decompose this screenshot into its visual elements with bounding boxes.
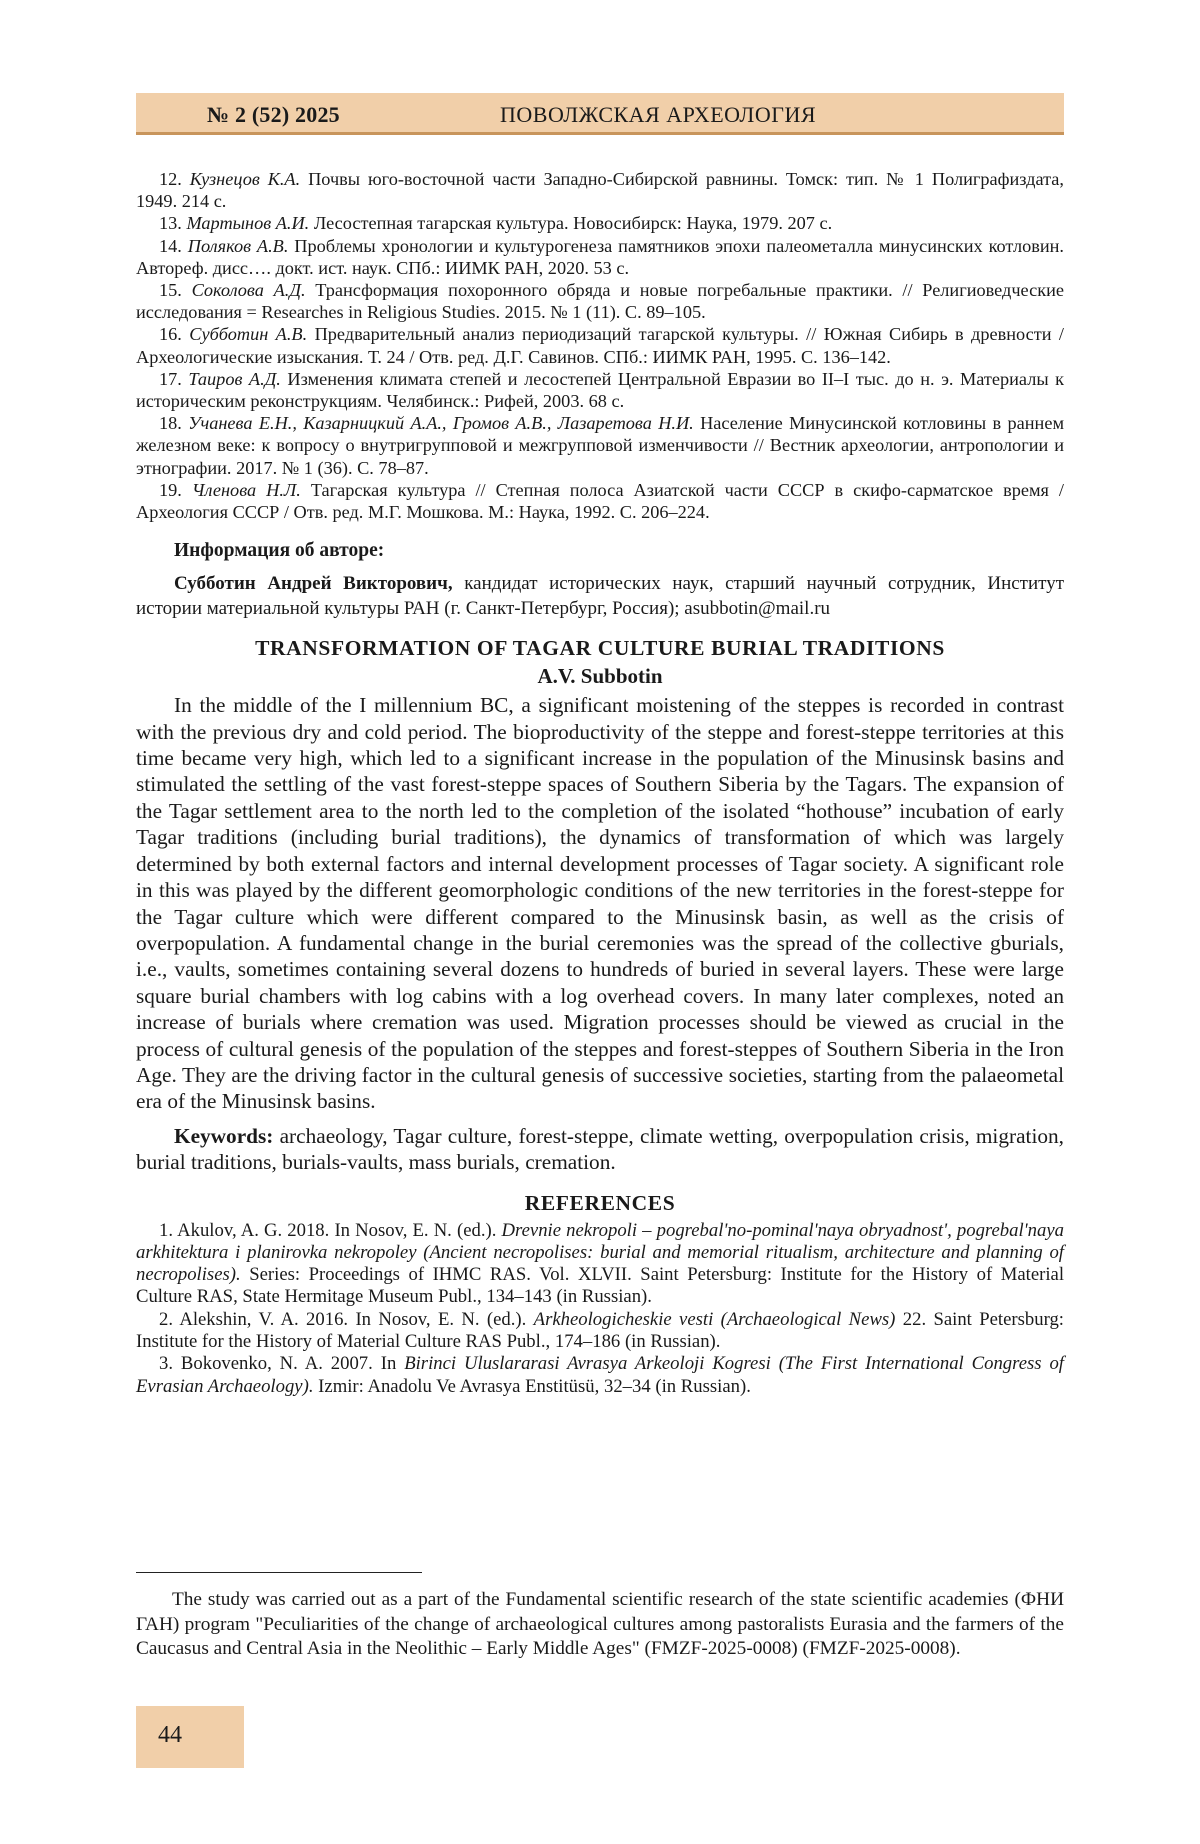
issue-number: № 2 (52) 2025 [207,102,340,127]
reference-item: 12. Кузнецов К.А. Почвы юго-восточной части Западно-Сибирской равнины. Томск: тип. № 1 Полиграфиздата, 1949. 214 с. [136,169,1064,212]
reference-item: 17. Таиров А.Д. Изменения климата степей и лесостепей Центральной Евразии во II–I тыс. до н. э. Материалы к историческим реконструкциям. Челябинск.: Рифей, 2003. 68 с. [136,368,1065,412]
references-heading: REFERENCES [524,1190,676,1215]
reference-item: 2. Alekshin, V. A. 2016. In Nosov, E. N. (ed.). Arkheologicheskie vesti (Archaeological News) 22. Saint Petersburg: Institute for the History of Material Culture RAS Publ., 174–186 (in Russian). [136,1308,1064,1353]
english-abstract: In the middle of the I millennium BC, a significant moistening of the steppes is recorded in contrast with the previous dry and cold period. The bioproductivity of the steppe and forest-steppe territories at this time became very high, which led to a significant increase in the population of the Minusinsk basins and stimulated the settling of the vast forest-steppe spaces of Southern Siberia by the Tagars. The expansion of the Tagar settlement area to the north led to the completion of the isolated “hothouse” incubation of early Tagar traditions (including burial traditions), the dynamics of transformation of which was largely determined by both external factors and internal development processes of Tagar society. A significant role in this was played by the different geomorphologic conditions of the new territories in the forest-steppe for the Tagar culture which were different compared to the Minusinsk basin, as well as the crisis of overpopulation. A fundamental change in the burial ceremonies was the spread of the collective gburials, i.e., vaults, sometimes containing several dozens to hundreds of buried in several layers. These were large square burial chambers with log cabins with a log overhead covers. In many later complexes, noted an increase of burials where cremation was used. Migration processes should be viewed as crucial in the process of cultural genesis of the population of the steppes and forest-steppes of Southern Siberia in the Iron Age. They are the driving factor in the cultural genesis of successive societies, starting from the palaeometal era of the Minusinsk basins. [136,693,1064,1114]
running-header [136,93,1064,135]
funding-footnote: The study was carried out as a part of the Fundamental scientific research of the state scientific academies (ФНИ ГАН) program "Peculiarities of the change of archaeological cultures among pastoralists Eurasia and the farmers of the Caucasus and Central Asia in the Neolithic – Early Middle Ages" (FMZF-2025-0008) (FMZF-2025-0008). [136,1589,1064,1660]
keywords-list: archaeology, Tagar culture, forest-steppe, climate wetting, overpopulation crisis, migration, burial traditions, burials-vaults, mass burials, cremation. [136,1123,1065,1175]
author-info [136,571,1064,621]
reference-item: 1. Akulov, A. G. 2018. In Nosov, E. N. (ed.). Drevnie nekropoli – pogrebal'no-pominal'naya obryadnost', pogrebal'naya arkhitektura i planirovka nekropoley (Ancient necropolises: burial and memorial ritualism, architecture and planning of necropolises). Series: Proceedings of IHMC RAS. Vol. XLVII. Saint Petersburg: Institute for the History of Material Culture RAS, State Hermitage Museum Publ., 134–143 (in Russian). [136,1219,1065,1308]
keywords [136,1123,1064,1176]
author-info-heading: Информация об авторе: [174,540,385,562]
page-body [136,168,1064,1398]
english-title: TRANSFORMATION OF TAGAR CULTURE BURIAL TRADITIONS [255,636,945,661]
reference-item: 13. Мартынов А.И. Лесостепная тагарская культура. Новосибирск: Наука, 1979. 207 с. [159,213,833,234]
reference-item: 15. Соколова А.Д. Трансформация похоронного обряда и новые погребальные практики. // Религиоведческие исследования = Researches in Religious Studies. 2015. № 1 (11). С. 89–105. [136,280,1064,323]
author-details: кандидат исторических наук, старший научный сотрудник, Институт истории материальной культуры РАН (г. Санкт-Петербург, Россия); asubbotin@mail.ru [136,573,1065,620]
page-number: 44 [158,1722,182,1748]
author-name: Субботин Андрей Викторович, [174,573,453,595]
reference-item: 3. Bokovenko, N. A. 2007. In Birinci Uluslararasi Avrasya Arkeoloji Kogresi (The First International Congress of Evrasian Archaeology). Izmir: Anadolu Ve Avrasya Enstitüsü, 32–34 (in Russian). [136,1353,1064,1397]
russian-references [136,168,1064,523]
english-author: A.V. Subbotin [537,664,663,689]
reference-item: 18. Учанева Е.Н., Казарницкий А.А., Громов А.В., Лазаретова Н.И. Население Минусинской котловины в раннем железном веке: к вопросу о внутригрупповой и межгрупповой изменчивости // Вестник археологии, антропологии и этнографии. 2017. № 1 (36). С. 78–87. [136,413,1065,478]
footnote-divider [136,1572,422,1573]
reference-item: 14. Поляков А.В. Проблемы хронологии и культурогенеза памятников эпохи палеометалла минусинских котловин. Автореф. дисс…. докт. ист. наук. СПб.: ИИМК РАН, 2020. 53 с. [136,235,1064,278]
reference-item: 19. Членова Н.Л. Тагарская культура // Степная полоса Азиатской части СССР в скифо-сарматское время / Археология СССР / Отв. ред. М.Г. Мошкова. М.: Наука, 1992. С. 206–224. [136,479,1064,523]
english-references [136,1220,1064,1398]
journal-title: ПОВОЛЖСКАЯ АРХЕОЛОГИЯ [500,102,817,127]
reference-item: 16. Субботин А.В. Предварительный анализ периодизаций тагарской культуры. // Южная Сибирь в древности / Археологические изыскания. Т. 24 / Отв. ред. Д.Г. Савинов. СПб.: ИИМК РАН, 1995. С. 136–142. [136,324,1064,367]
keywords-label: Keywords: [174,1123,274,1148]
page-number-box [136,1706,244,1768]
